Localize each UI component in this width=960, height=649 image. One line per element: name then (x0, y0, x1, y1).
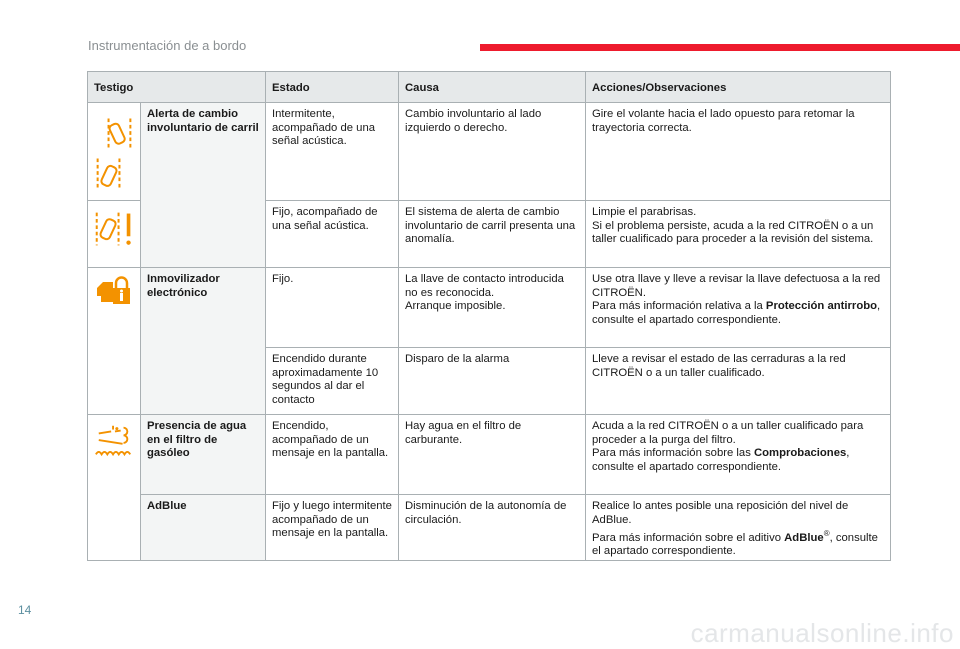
name-adblue: AdBlue (140, 494, 266, 561)
page-number: 14 (18, 603, 32, 617)
causa-cell: Cambio involuntario al lado izquierdo o derecho. (398, 102, 586, 201)
acciones-line: Limpie el parabrisas. (592, 206, 697, 218)
acciones-cell (585, 267, 891, 348)
acciones-line: Si el problema persiste, acuda a la red CITROËN o a un taller cualificado para proceder a la revisión del sistema. (592, 219, 874, 245)
text: Para más información sobre el aditivo (592, 531, 785, 544)
text: Para más información sobre las (592, 447, 754, 459)
causa-cell: Disminución de la autonomía de circulación. (398, 494, 586, 561)
header-testigo: Testigo (87, 71, 266, 103)
estado-cell: Encendido durante aproximadamente 10 segundos al dar el contacto (265, 347, 399, 415)
water-in-diesel-icon (87, 414, 141, 561)
estado-cell: Fijo, acompañado de una señal acústica. (265, 200, 399, 268)
name-lane-departure: Alerta de cambio involuntario de carril (140, 102, 266, 268)
causa-line: La llave de contacto introducida no es reconocida. (405, 273, 564, 299)
causa-cell: Disparo de la alarma (398, 347, 586, 415)
estado-cell: Intermitente, acompañado de una señal acústica. (265, 102, 399, 201)
name-immobiliser: Inmovilizador electrónico (140, 267, 266, 415)
causa-cell (398, 267, 586, 348)
text: , consulte el apartado correspondiente. (592, 531, 878, 558)
acciones-cell (585, 414, 891, 495)
estado-cell: Fijo y luego intermitente acompañado de un mensaje en la pantalla. (265, 494, 399, 561)
text: , consulte el apartado correspondiente. (592, 447, 850, 473)
causa-cell: El sistema de alerta de cambio involuntario de carril presenta una anomalía. (398, 200, 586, 268)
acciones-line (592, 527, 884, 559)
acciones-line (592, 447, 884, 474)
estado-cell: Fijo. (265, 267, 399, 348)
causa-line: Arranque imposible. (405, 300, 506, 312)
acciones-cell (585, 200, 891, 268)
acciones-cell: Lleve a revisar el estado de las cerraduras a la red CITROËN o a un taller cualificado. (585, 347, 891, 415)
estado-cell: Encendido, acompañado de un mensaje en la pantalla. (265, 414, 399, 495)
header-causa: Causa (398, 71, 586, 103)
acciones-line (592, 300, 884, 327)
reference-link: Protección antirrobo (765, 300, 878, 312)
acciones-line: Realice lo antes posible una reposición del nivel de AdBlue. (592, 500, 849, 526)
causa-cell: Hay agua en el filtro de carburante. (398, 414, 586, 495)
section-title: Instrumentación de a bordo (88, 38, 247, 53)
header-acciones: Acciones/Observaciones (585, 71, 891, 103)
watermark: carmanualsonline.info (690, 618, 954, 648)
acciones-cell: Gire el volante hacia el lado opuesto para retomar la trayectoria correcta. (585, 102, 891, 201)
acciones-line: Acuda a la red CITROËN o a un taller cualificado para proceder a la purga del filtro. (592, 420, 864, 446)
accent-bar (480, 44, 960, 51)
lane-departure-icon (87, 102, 141, 201)
registered-mark: ® (823, 529, 830, 538)
name-water-in-diesel: Presencia de agua en el filtro de gasóleo (140, 414, 266, 495)
reference-link: AdBlue (784, 531, 824, 544)
text: Para más información relativa a la (592, 300, 766, 312)
text: , consulte el apartado correspondiente. (592, 300, 881, 326)
acciones-cell (585, 494, 891, 561)
header-estado: Estado (265, 71, 399, 103)
acciones-line: Use otra llave y lleve a revisar la llave defectuosa a la red CITROËN. (592, 273, 881, 299)
immobiliser-icon (87, 267, 141, 415)
reference-link: Comprobaciones (754, 447, 847, 459)
lane-departure-fault-icon (87, 200, 141, 268)
